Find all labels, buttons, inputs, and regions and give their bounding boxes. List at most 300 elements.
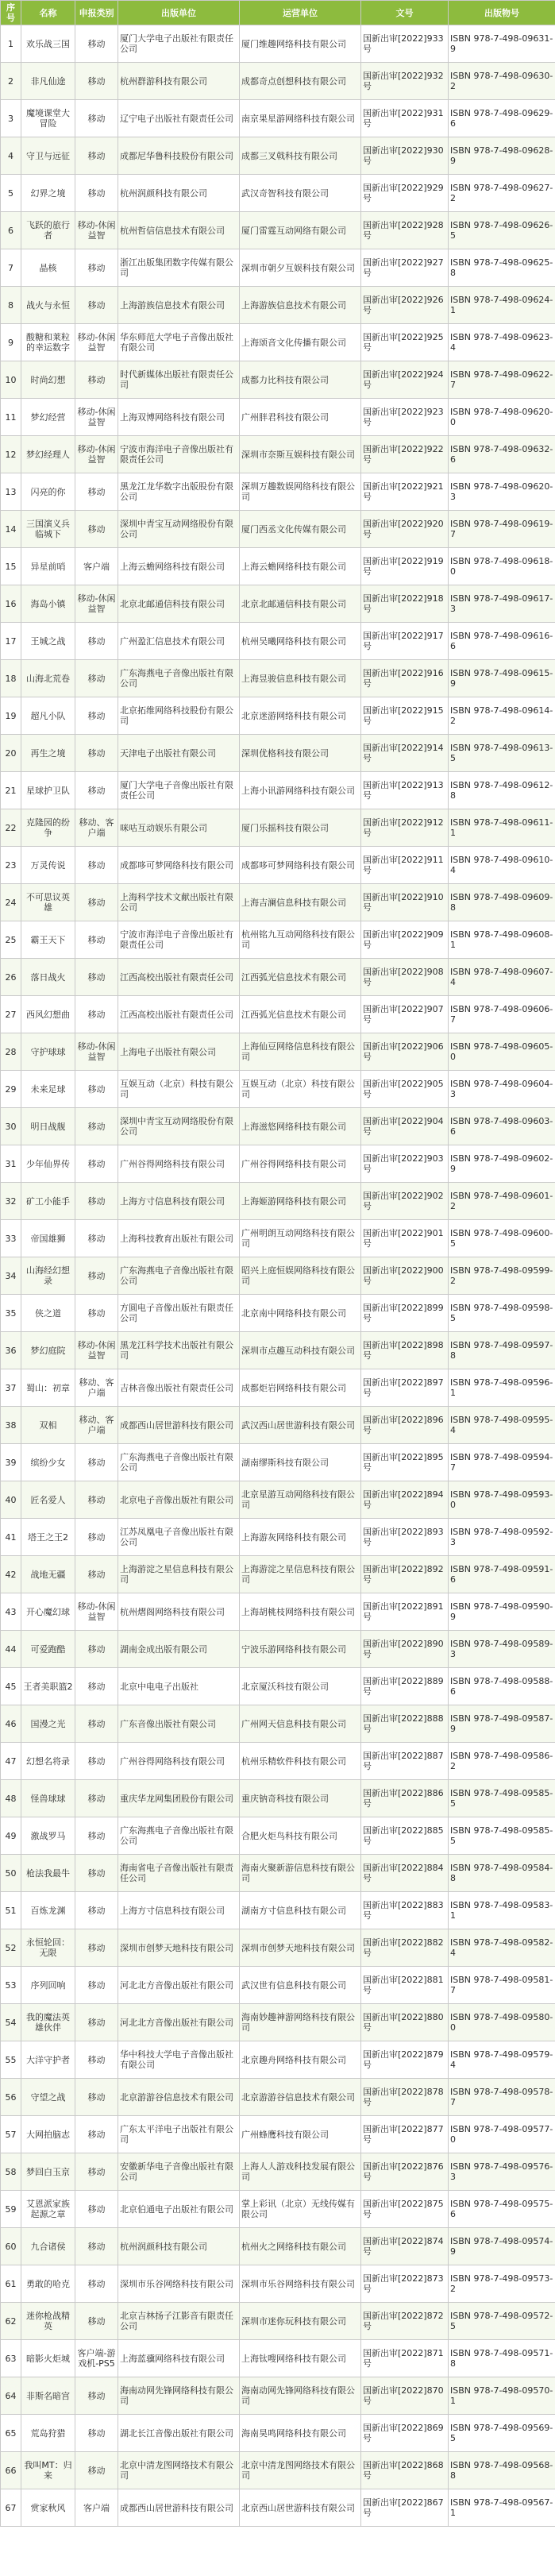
cell-publication-number: ISBN 978-7-498-09614-2 — [449, 697, 555, 735]
table-row — [1, 1481, 555, 1519]
cell-publisher: 广州谷得网络科技有限公司 — [118, 1145, 240, 1183]
cell-operator: 重庆钠奇科技有限公司 — [240, 1780, 361, 1817]
cell-name: 双相 — [21, 1407, 75, 1444]
cell-publication-number: ISBN 978-7-498-09611-1 — [449, 809, 555, 847]
cell-category: 移动 — [75, 1892, 118, 1929]
table-row — [1, 2340, 555, 2377]
cell-publisher: 江西高校出版社有限责任公司 — [118, 996, 240, 1033]
cell-index: 28 — [1, 1033, 21, 1071]
cell-document-number: 国新出审[2022]903号 — [361, 1145, 449, 1183]
cell-category: 移动 — [75, 1705, 118, 1743]
cell-name: 闪亮的你 — [21, 473, 75, 511]
cell-publisher: 黑龙江龙华数字出版股份有限公司 — [118, 473, 240, 511]
cell-name: 艾恩派家族起源之章 — [21, 2191, 75, 2228]
cell-publication-number: ISBN 978-7-498-09608-1 — [449, 921, 555, 959]
cell-document-number: 国新出审[2022]873号 — [361, 2265, 449, 2303]
cell-operator: 武汉奇智科技有限公司 — [240, 175, 361, 212]
cell-category: 移动 — [75, 1183, 118, 1220]
cell-publisher: 互娱互动（北京）科技有限公司 — [118, 1071, 240, 1108]
cell-publication-number: ISBN 978-7-498-09606-7 — [449, 996, 555, 1033]
cell-index: 32 — [1, 1183, 21, 1220]
cell-operator: 南京果星游网络科技有限公司 — [240, 100, 361, 137]
cell-operator: 深圳市迷你玩科技有限公司 — [240, 2303, 361, 2340]
cell-publication-number: ISBN 978-7-498-09627-2 — [449, 175, 555, 212]
cell-publication-number: ISBN 978-7-498-09570-1 — [449, 2377, 555, 2415]
cell-publisher: 北京拓维网络科技股份有限公司 — [118, 697, 240, 735]
cell-name: 落日战火 — [21, 959, 75, 996]
cell-category: 移动 — [75, 2041, 118, 2079]
cell-operator: 杭州铭九互动网络科技有限公司 — [240, 921, 361, 959]
cell-operator: 昭兴上庭恒娱网络科技有限公司 — [240, 1257, 361, 1295]
cell-document-number: 国新出审[2022]898号 — [361, 1332, 449, 1369]
cell-publication-number: ISBN 978-7-498-09574-9 — [449, 2228, 555, 2265]
cell-document-number: 国新出审[2022]875号 — [361, 2191, 449, 2228]
cell-document-number: 国新出审[2022]874号 — [361, 2228, 449, 2265]
cell-name: 梦回白玉京 — [21, 2153, 75, 2191]
table-row — [1, 2153, 555, 2191]
cell-category: 移动-休闲益智 — [75, 399, 118, 436]
table-row — [1, 324, 555, 361]
cell-index: 6 — [1, 212, 21, 249]
cell-name: 王者美职篮2 — [21, 1668, 75, 1705]
cell-index: 25 — [1, 921, 21, 959]
cell-operator: 深圳市乐谷网络科技有限公司 — [240, 2265, 361, 2303]
cell-name: 未来足球 — [21, 1071, 75, 1108]
cell-publisher: 上海游淀之星信息科技有限公司 — [118, 1556, 240, 1593]
cell-index: 41 — [1, 1519, 21, 1556]
cell-publisher: 北京电子音像出版社有限公司 — [118, 1481, 240, 1519]
cell-publication-number: ISBN 978-7-498-09567-1 — [449, 2489, 555, 2527]
cell-operator: 成都力比科技有限公司 — [240, 361, 361, 399]
cell-operator: 北京厦沃科技有限公司 — [240, 1668, 361, 1705]
cell-index: 16 — [1, 585, 21, 623]
cell-publication-number: ISBN 978-7-498-09577-0 — [449, 2116, 555, 2153]
cell-category: 移动 — [75, 287, 118, 324]
cell-operator: 深圳市朝夕互娱科技有限公司 — [240, 249, 361, 287]
cell-index: 40 — [1, 1481, 21, 1519]
cell-index: 55 — [1, 2041, 21, 2079]
cell-name: 少年仙界传 — [21, 1145, 75, 1183]
cell-index: 65 — [1, 2415, 21, 2452]
cell-name: 迷你枪战精英 — [21, 2303, 75, 2340]
cell-category: 移动 — [75, 1631, 118, 1668]
cell-document-number: 国新出审[2022]897号 — [361, 1369, 449, 1407]
cell-publication-number: ISBN 978-7-498-09598-5 — [449, 1295, 555, 1332]
cell-category: 移动 — [75, 175, 118, 212]
cell-name: 山海北荒卷 — [21, 660, 75, 697]
cell-name: 大网拍脑志 — [21, 2116, 75, 2153]
cell-operator: 海南动网先锋网络科技有限公司 — [240, 2377, 361, 2415]
cell-document-number: 国新出审[2022]932号 — [361, 63, 449, 100]
cell-publication-number: ISBN 978-7-498-09615-9 — [449, 660, 555, 697]
table-row — [1, 2303, 555, 2340]
cell-operator: 合肥火炬鸟科技有限公司 — [240, 1817, 361, 1855]
table-row — [1, 772, 555, 809]
cell-publication-number: ISBN 978-7-498-09600-5 — [449, 1220, 555, 1257]
cell-index: 66 — [1, 2452, 21, 2489]
cell-publisher: 北京中电电子出版社 — [118, 1668, 240, 1705]
cell-publication-number: ISBN 978-7-498-09573-2 — [449, 2265, 555, 2303]
header-document-number: 文号 — [361, 1, 449, 25]
cell-index: 53 — [1, 1967, 21, 2004]
cell-document-number: 国新出审[2022]877号 — [361, 2116, 449, 2153]
cell-publication-number: ISBN 978-7-498-09623-4 — [449, 324, 555, 361]
cell-document-number: 国新出审[2022]929号 — [361, 175, 449, 212]
cell-name: 怪兽球球 — [21, 1780, 75, 1817]
table-row — [1, 921, 555, 959]
cell-operator: 广州网天信息科技有限公司 — [240, 1705, 361, 1743]
cell-category: 移动、客户端 — [75, 1369, 118, 1407]
cell-index: 45 — [1, 1668, 21, 1705]
cell-publication-number: ISBN 978-7-498-09613-5 — [449, 735, 555, 772]
cell-publication-number: ISBN 978-7-498-09571-8 — [449, 2340, 555, 2377]
cell-index: 54 — [1, 2004, 21, 2041]
cell-category: 移动-休闲益智 — [75, 212, 118, 249]
cell-publisher: 天津电子出版社有限公司 — [118, 735, 240, 772]
cell-index: 59 — [1, 2191, 21, 2228]
cell-document-number: 国新出审[2022]919号 — [361, 548, 449, 585]
cell-publication-number: ISBN 978-7-498-09620-0 — [449, 399, 555, 436]
table-row — [1, 1743, 555, 1780]
cell-operator: 湖南缪斯科技有限公司 — [240, 1444, 361, 1481]
cell-publisher: 湖北长江音像出版社有限公司 — [118, 2415, 240, 2452]
cell-operator: 上海钛嗖网络科技有限公司 — [240, 2340, 361, 2377]
cell-publication-number: ISBN 978-7-498-09602-9 — [449, 1145, 555, 1183]
cell-category: 移动 — [75, 1257, 118, 1295]
cell-document-number: 国新出审[2022]890号 — [361, 1631, 449, 1668]
cell-publication-number: ISBN 978-7-498-09593-0 — [449, 1481, 555, 1519]
cell-publisher: 宁波市海洋电子音像出版社有限责任公司 — [118, 436, 240, 473]
cell-operator: 上海云蟾网络科技有限公司 — [240, 548, 361, 585]
table-row — [1, 548, 555, 585]
cell-document-number: 国新出审[2022]923号 — [361, 399, 449, 436]
cell-operator: 上海胡桃枝网络科技有限公司 — [240, 1593, 361, 1631]
cell-document-number: 国新出审[2022]931号 — [361, 100, 449, 137]
table-row — [1, 1593, 555, 1631]
cell-name: 魔境课堂大冒险 — [21, 100, 75, 137]
cell-document-number: 国新出审[2022]899号 — [361, 1295, 449, 1332]
cell-category: 移动 — [75, 2377, 118, 2415]
table-row — [1, 1967, 555, 2004]
cell-publisher: 杭州哲信信息技术有限公司 — [118, 212, 240, 249]
cell-operator: 上海游族信息技术有限公司 — [240, 287, 361, 324]
cell-name: 勇敢的哈克 — [21, 2265, 75, 2303]
cell-document-number: 国新出审[2022]891号 — [361, 1593, 449, 1631]
cell-publisher: 北京游游谷信息技术有限公司 — [118, 2079, 240, 2116]
cell-document-number: 国新出审[2022]893号 — [361, 1519, 449, 1556]
cell-category: 移动-休闲益智 — [75, 324, 118, 361]
table-row — [1, 996, 555, 1033]
table-row — [1, 1668, 555, 1705]
table-row — [1, 1332, 555, 1369]
cell-category: 移动 — [75, 137, 118, 175]
cell-document-number: 国新出审[2022]914号 — [361, 735, 449, 772]
cell-category: 客户端-游戏机-PS5 — [75, 2340, 118, 2377]
cell-name: 星球护卫队 — [21, 772, 75, 809]
cell-publisher: 上海云蟾网络科技有限公司 — [118, 548, 240, 585]
cell-operator: 北京南中网络科技有限公司 — [240, 1295, 361, 1332]
cell-publisher: 上海方寸信息科技有限公司 — [118, 1183, 240, 1220]
table-row — [1, 473, 555, 511]
cell-publisher: 上海电子出版社有限公司 — [118, 1033, 240, 1071]
cell-document-number: 国新出审[2022]887号 — [361, 1743, 449, 1780]
cell-operator: 上海昱骏信息科技有限公司 — [240, 660, 361, 697]
cell-name: 赏家秋风 — [21, 2489, 75, 2527]
cell-publisher: 杭州润颜科技有限公司 — [118, 2228, 240, 2265]
table-row — [1, 1519, 555, 1556]
cell-document-number: 国新出审[2022]868号 — [361, 2452, 449, 2489]
table-row — [1, 1071, 555, 1108]
cell-document-number: 国新出审[2022]882号 — [361, 1929, 449, 1967]
cell-publication-number: ISBN 978-7-498-09626-5 — [449, 212, 555, 249]
table-row — [1, 1295, 555, 1332]
cell-publisher: 上海科技教育出版社有限公司 — [118, 1220, 240, 1257]
table-row — [1, 1780, 555, 1817]
table-row — [1, 212, 555, 249]
cell-publisher: 海南省电子音像出版社有限责任公司 — [118, 1855, 240, 1892]
cell-document-number: 国新出审[2022]920号 — [361, 511, 449, 548]
cell-operator: 广州谷得网络科技有限公司 — [240, 1145, 361, 1183]
cell-operator: 成都三叉戟科技有限公司 — [240, 137, 361, 175]
cell-document-number: 国新出审[2022]907号 — [361, 996, 449, 1033]
header-row — [1, 1, 555, 25]
cell-operator: 宁波乐游网络科技有限公司 — [240, 1631, 361, 1668]
table-row — [1, 623, 555, 660]
cell-index: 63 — [1, 2340, 21, 2377]
cell-category: 移动 — [75, 1743, 118, 1780]
cell-publisher: 北京吉林扬子江影音有限责任公司 — [118, 2303, 240, 2340]
cell-name: 王城之战 — [21, 623, 75, 660]
cell-publisher: 上海双博网络科技有限公司 — [118, 399, 240, 436]
table-row — [1, 884, 555, 921]
cell-publisher: 北京中清龙图网络技术有限公司 — [118, 2452, 240, 2489]
cell-publication-number: ISBN 978-7-498-09599-2 — [449, 1257, 555, 1295]
cell-name: 非斯名暗宫 — [21, 2377, 75, 2415]
cell-category: 移动 — [75, 1967, 118, 2004]
cell-publication-number: ISBN 978-7-498-09580-0 — [449, 2004, 555, 2041]
cell-index: 2 — [1, 63, 21, 100]
cell-index: 67 — [1, 2489, 21, 2527]
cell-name: 异星前哨 — [21, 548, 75, 585]
cell-operator: 杭州吴曦网络科技有限公司 — [240, 623, 361, 660]
cell-operator: 海南昊鸣网络科技有限公司 — [240, 2415, 361, 2452]
cell-category: 移动 — [75, 2415, 118, 2452]
cell-publisher: 广东海燕电子音像出版社有限公司 — [118, 1817, 240, 1855]
cell-document-number: 国新出审[2022]926号 — [361, 287, 449, 324]
cell-publisher: 厦门大学电子出版社有限责任公司 — [118, 25, 240, 63]
cell-operator: 杭州火之网络科技有限公司 — [240, 2228, 361, 2265]
cell-publication-number: ISBN 978-7-498-09591-6 — [449, 1556, 555, 1593]
cell-category: 移动 — [75, 921, 118, 959]
cell-publisher: 成都哆可梦网络科技有限公司 — [118, 847, 240, 884]
cell-document-number: 国新出审[2022]872号 — [361, 2303, 449, 2340]
cell-index: 49 — [1, 1817, 21, 1855]
table-row — [1, 511, 555, 548]
cell-index: 50 — [1, 1855, 21, 1892]
cell-operator: 上海颂音文化传播有限公司 — [240, 324, 361, 361]
cell-category: 移动 — [75, 100, 118, 137]
cell-publication-number: ISBN 978-7-498-09586-2 — [449, 1743, 555, 1780]
cell-publisher: 宁波市海洋电子音像出版社有限责任公司 — [118, 921, 240, 959]
cell-index: 29 — [1, 1071, 21, 1108]
cell-publication-number: ISBN 978-7-498-09630-2 — [449, 63, 555, 100]
cell-publication-number: ISBN 978-7-498-09601-2 — [449, 1183, 555, 1220]
table-row — [1, 1444, 555, 1481]
cell-operator: 成都炬岩网络科技有限公司 — [240, 1369, 361, 1407]
cell-publication-number: ISBN 978-7-498-09568-8 — [449, 2452, 555, 2489]
cell-operator: 深圳市奈斯互娱科技有限公司 — [240, 436, 361, 473]
cell-publication-number: ISBN 978-7-498-09617-3 — [449, 585, 555, 623]
cell-document-number: 国新出审[2022]881号 — [361, 1967, 449, 2004]
cell-publication-number: ISBN 978-7-498-09605-0 — [449, 1033, 555, 1071]
cell-category: 移动 — [75, 1929, 118, 1967]
cell-document-number: 国新出审[2022]869号 — [361, 2415, 449, 2452]
cell-operator: 北京北邮通信科技有限公司 — [240, 585, 361, 623]
cell-document-number: 国新出审[2022]912号 — [361, 809, 449, 847]
cell-operator: 深圳市点趣互动科技有限公司 — [240, 1332, 361, 1369]
cell-publication-number: ISBN 978-7-498-09592-3 — [449, 1519, 555, 1556]
cell-name: 守护球球 — [21, 1033, 75, 1071]
cell-name: 我的魔法英雄伙伴 — [21, 2004, 75, 2041]
table-row — [1, 697, 555, 735]
cell-name: 海岛小镇 — [21, 585, 75, 623]
cell-category: 移动 — [75, 772, 118, 809]
table-row — [1, 1929, 555, 1967]
cell-index: 62 — [1, 2303, 21, 2340]
cell-name: 西风幻想曲 — [21, 996, 75, 1033]
cell-publisher: 河北北方音像出版社有限公司 — [118, 2004, 240, 2041]
cell-index: 46 — [1, 1705, 21, 1743]
cell-publication-number: ISBN 978-7-498-09618-0 — [449, 548, 555, 585]
cell-category: 移动 — [75, 2265, 118, 2303]
cell-name: 矿工小能手 — [21, 1183, 75, 1220]
table-row — [1, 2489, 555, 2527]
table-row — [1, 660, 555, 697]
cell-operator: 江西弧光信息技术有限公司 — [240, 959, 361, 996]
table-row — [1, 1892, 555, 1929]
table-row — [1, 175, 555, 212]
cell-publication-number: ISBN 978-7-498-09628-9 — [449, 137, 555, 175]
cell-index: 38 — [1, 1407, 21, 1444]
cell-operator: 海南妙趣神游网络科技有限公司 — [240, 2004, 361, 2041]
cell-operator: 武汉世有信息科技有限公司 — [240, 1967, 361, 2004]
cell-publisher: 上海游族信息技术有限公司 — [118, 287, 240, 324]
cell-category: 移动 — [75, 660, 118, 697]
cell-operator: 广州蜂鹰科技有限公司 — [240, 2116, 361, 2153]
cell-document-number: 国新出审[2022]888号 — [361, 1705, 449, 1743]
cell-document-number: 国新出审[2022]904号 — [361, 1108, 449, 1145]
cell-publication-number: ISBN 978-7-498-09632-6 — [449, 436, 555, 473]
cell-operator: 掌上彩讯（北京）无线传媒有限公司 — [240, 2191, 361, 2228]
cell-category: 移动 — [75, 2079, 118, 2116]
cell-index: 19 — [1, 697, 21, 735]
cell-publisher: 上海蓝骥网络科技有限公司 — [118, 2340, 240, 2377]
cell-document-number: 国新出审[2022]910号 — [361, 884, 449, 921]
table-row — [1, 1407, 555, 1444]
cell-name: 克隆园的纷争 — [21, 809, 75, 847]
cell-publisher: 成都西山居世游科技有限公司 — [118, 2489, 240, 2527]
cell-publisher: 方圆电子音像出版社有限责任公司 — [118, 1295, 240, 1332]
cell-index: 44 — [1, 1631, 21, 1668]
cell-category: 移动 — [75, 2116, 118, 2153]
cell-category: 移动 — [75, 1519, 118, 1556]
cell-category: 移动 — [75, 1780, 118, 1817]
cell-category: 移动 — [75, 847, 118, 884]
table-row — [1, 735, 555, 772]
cell-name: 战地无疆 — [21, 1556, 75, 1593]
cell-operator: 广州明朗互动网络科技有限公司 — [240, 1220, 361, 1257]
cell-document-number: 国新出审[2022]894号 — [361, 1481, 449, 1519]
cell-document-number: 国新出审[2022]924号 — [361, 361, 449, 399]
cell-publication-number: ISBN 978-7-498-09575-6 — [449, 2191, 555, 2228]
cell-name: 明日战舰 — [21, 1108, 75, 1145]
cell-index: 1 — [1, 25, 21, 63]
cell-index: 60 — [1, 2228, 21, 2265]
cell-publication-number: ISBN 978-7-498-09585-5 — [449, 1817, 555, 1855]
cell-category: 移动 — [75, 1071, 118, 1108]
cell-category: 移动 — [75, 249, 118, 287]
cell-publisher: 海南动网先锋网络科技有限公司 — [118, 2377, 240, 2415]
header-operator: 运营单位 — [240, 1, 361, 25]
cell-name: 欢乐战三国 — [21, 25, 75, 63]
cell-document-number: 国新出审[2022]876号 — [361, 2153, 449, 2191]
cell-document-number: 国新出审[2022]870号 — [361, 2377, 449, 2415]
cell-operator: 上海小讯游网络科技有限公司 — [240, 772, 361, 809]
cell-publication-number: ISBN 978-7-498-09590-9 — [449, 1593, 555, 1631]
cell-category: 移动 — [75, 63, 118, 100]
cell-publication-number: ISBN 978-7-498-09587-9 — [449, 1705, 555, 1743]
table-row — [1, 2415, 555, 2452]
cell-document-number: 国新出审[2022]871号 — [361, 2340, 449, 2377]
cell-operator: 深圳市创梦天地科技有限公司 — [240, 1929, 361, 1967]
cell-index: 9 — [1, 324, 21, 361]
cell-operator: 北京中清龙图网络技术有限公司 — [240, 2452, 361, 2489]
cell-category: 移动 — [75, 996, 118, 1033]
cell-index: 24 — [1, 884, 21, 921]
cell-document-number: 国新出审[2022]902号 — [361, 1183, 449, 1220]
cell-publisher: 深圳中青宝互动网络股份有限公司 — [118, 511, 240, 548]
cell-index: 13 — [1, 473, 21, 511]
cell-name: 永恒轮回：无限 — [21, 1929, 75, 1967]
table-row — [1, 25, 555, 63]
cell-operator: 北京游游谷信息技术有限公司 — [240, 2079, 361, 2116]
cell-operator: 成都哆可梦网络科技有限公司 — [240, 847, 361, 884]
cell-publisher: 北京伯通电子出版社有限公司 — [118, 2191, 240, 2228]
table-row — [1, 2079, 555, 2116]
cell-category: 移动 — [75, 2153, 118, 2191]
cell-document-number: 国新出审[2022]921号 — [361, 473, 449, 511]
cell-category: 移动 — [75, 1556, 118, 1593]
header-name: 名称 — [21, 1, 75, 25]
table-row — [1, 2191, 555, 2228]
cell-publisher: 成都西山居世游科技有限公司 — [118, 1407, 240, 1444]
header-index: 序号 — [1, 1, 21, 25]
cell-name: 匠名爱人 — [21, 1481, 75, 1519]
cell-operator: 杭州乐精软件科技有限公司 — [240, 1743, 361, 1780]
cell-index: 47 — [1, 1743, 21, 1780]
cell-index: 34 — [1, 1257, 21, 1295]
cell-publisher: 咪咕互动娱乐有限公司 — [118, 809, 240, 847]
cell-category: 移动 — [75, 1444, 118, 1481]
cell-document-number: 国新出审[2022]878号 — [361, 2079, 449, 2116]
table-row — [1, 399, 555, 436]
cell-index: 10 — [1, 361, 21, 399]
cell-index: 26 — [1, 959, 21, 996]
cell-name: 我叫MT：归来 — [21, 2452, 75, 2489]
cell-index: 4 — [1, 137, 21, 175]
cell-publisher: 时代新媒体出版社有限责任公司 — [118, 361, 240, 399]
cell-name: 战火与永恒 — [21, 287, 75, 324]
